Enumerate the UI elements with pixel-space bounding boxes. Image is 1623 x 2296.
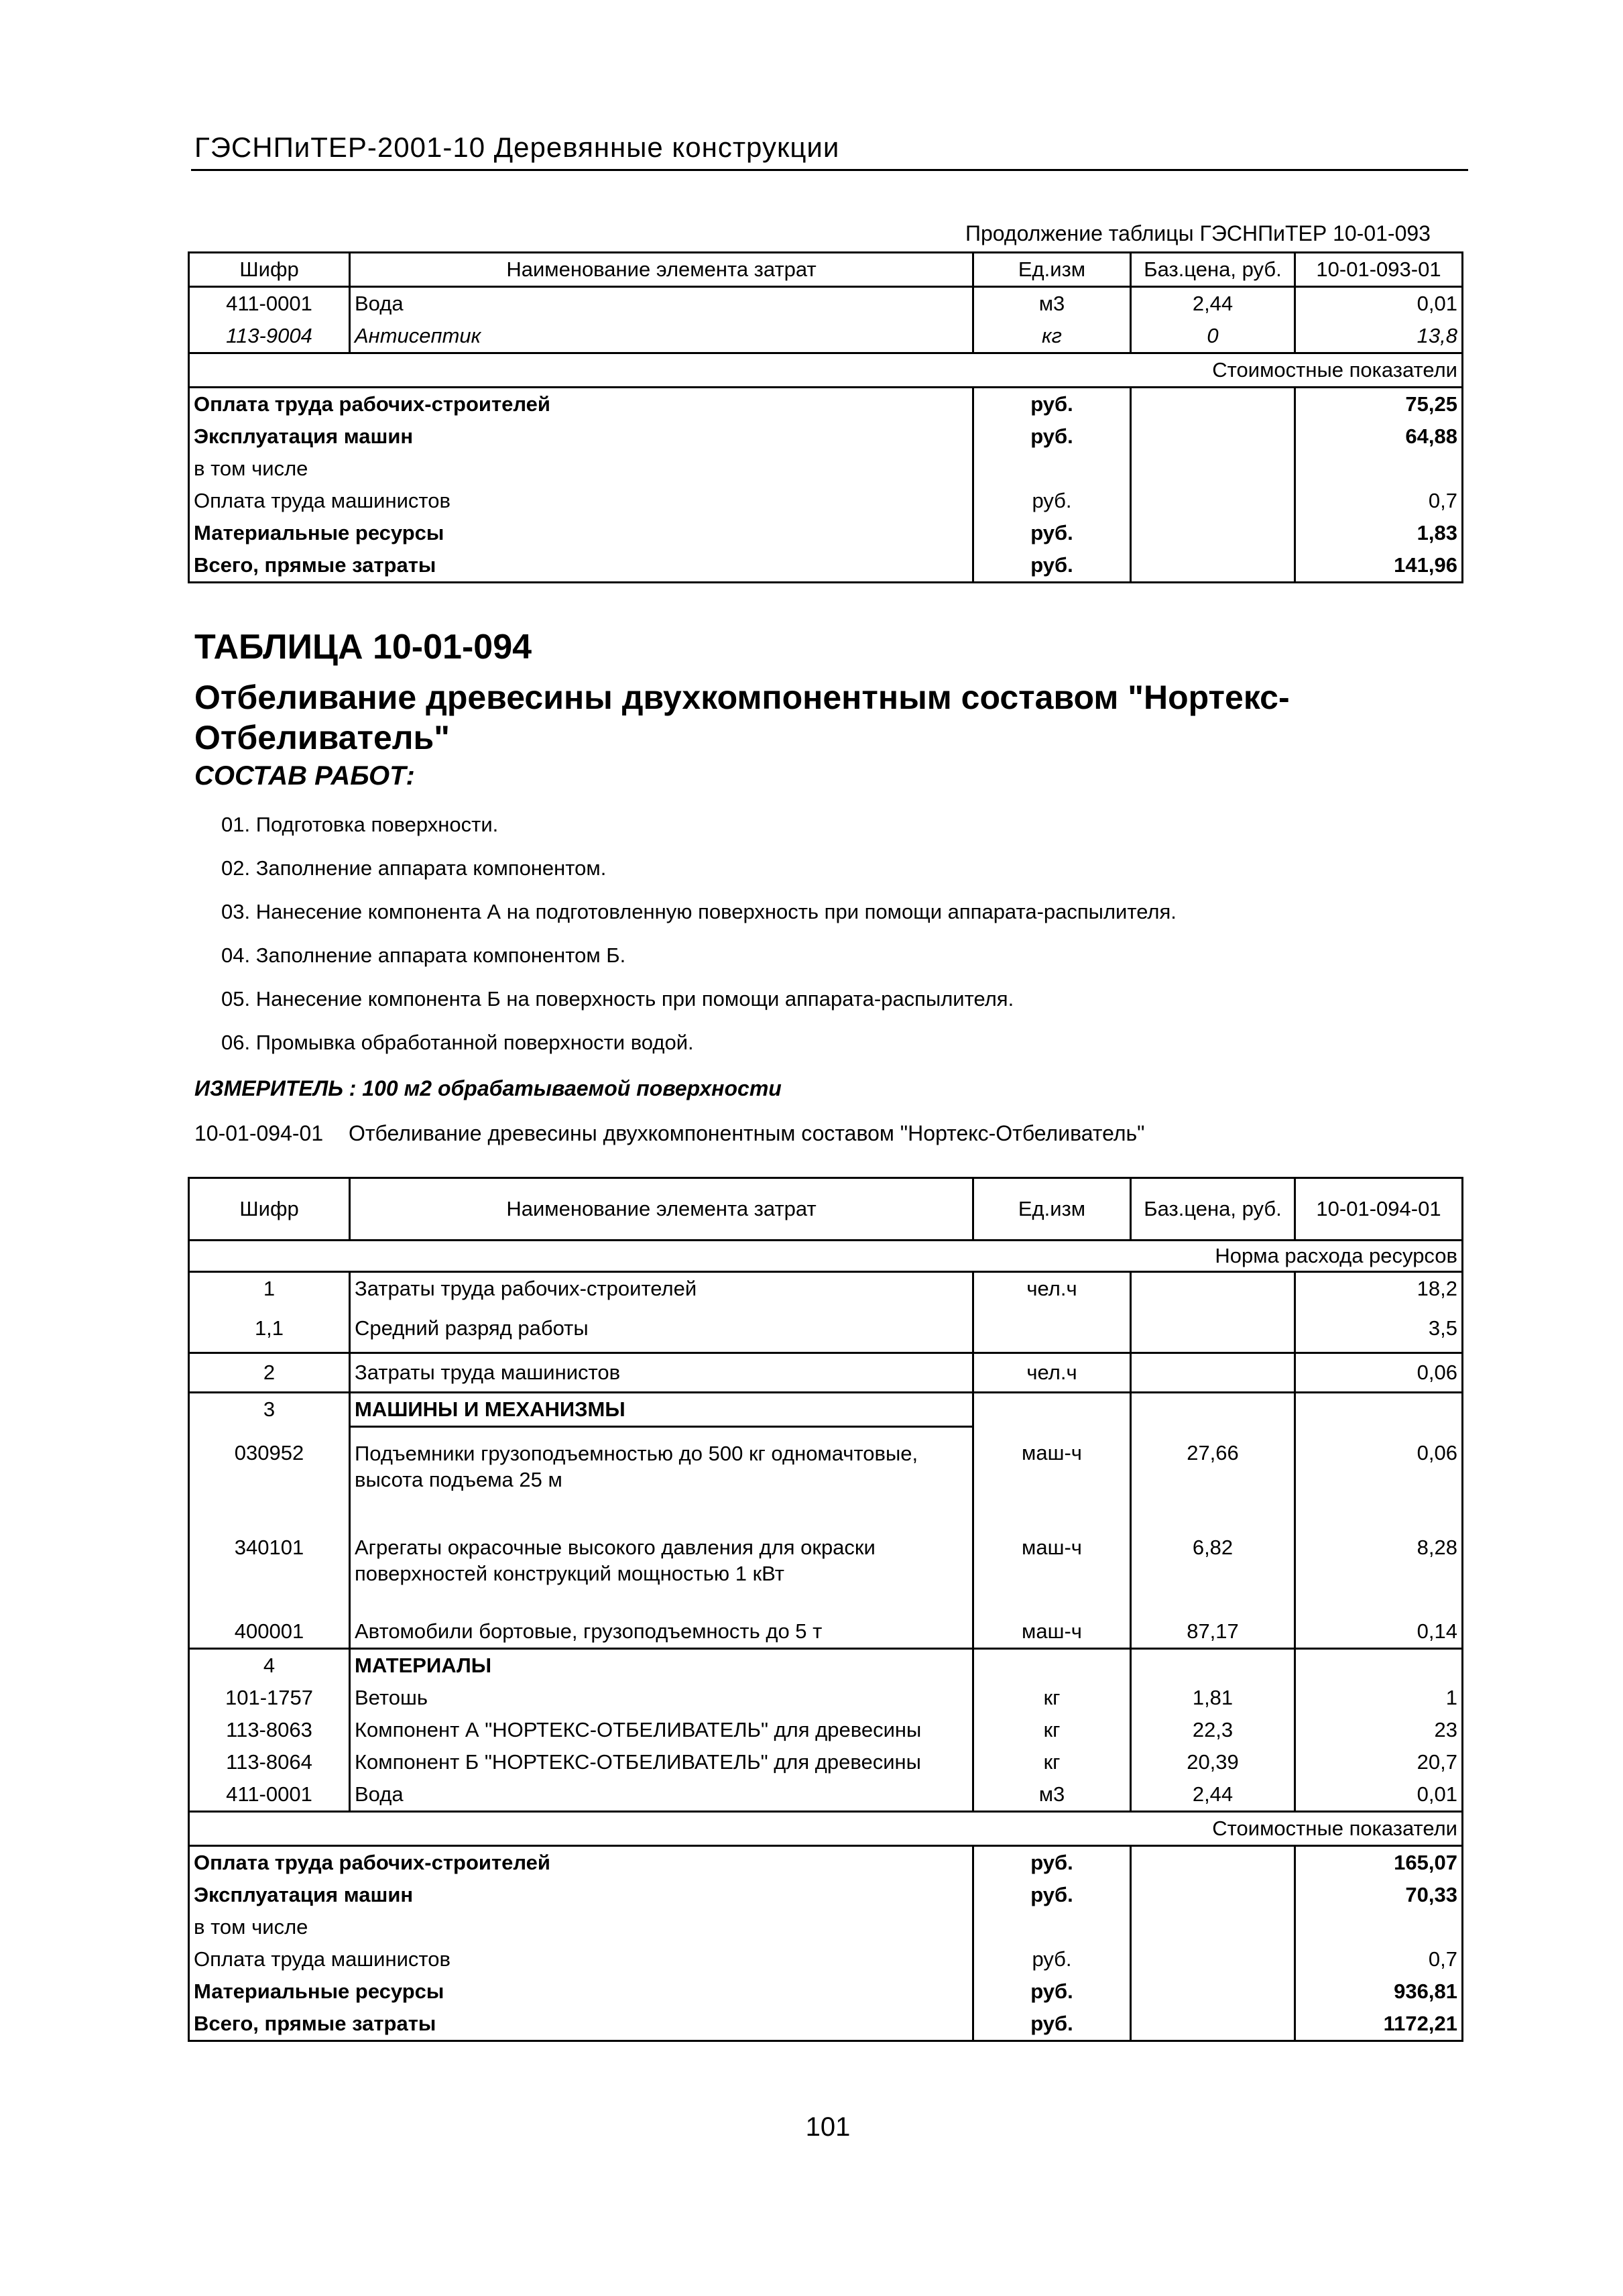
row-price: 2,44	[1131, 1778, 1295, 1812]
row-value: 0,14	[1295, 1615, 1463, 1649]
table-row	[189, 1778, 1463, 1812]
row-code: 4	[189, 1649, 350, 1682]
col-header-name: Наименование элемента затрат	[350, 1178, 973, 1241]
col-header-name: Наименование элемента затрат	[350, 253, 973, 287]
row-price: 6,82	[1131, 1522, 1295, 1615]
row-name: Затраты труда машинистов	[350, 1353, 973, 1393]
row-unit: маш-ч	[973, 1522, 1131, 1615]
table-header-row	[189, 253, 1463, 287]
cost-row	[189, 517, 1463, 549]
row-price: 1,81	[1131, 1682, 1295, 1714]
cost-label: Оплата труда рабочих-строителей	[189, 388, 973, 421]
cost-label: Всего, прямые затраты	[189, 2008, 973, 2041]
section-row	[189, 1812, 1463, 1846]
cost-unit: руб.	[973, 549, 1131, 583]
col-header-norm: 10-01-093-01	[1295, 253, 1463, 287]
table-title: ТАБЛИЦА 10-01-094	[194, 628, 532, 667]
table-row	[189, 1682, 1463, 1714]
work-step: 01. Подготовка поверхности.	[221, 813, 499, 836]
row-code: 113-9004	[189, 320, 350, 353]
meter-label: ИЗМЕРИТЕЛЬ : 100 м2 обрабатываемой поверхности	[194, 1076, 782, 1100]
cost-label: Эксплуатация машин	[189, 1879, 973, 1911]
cost-value: 141,96	[1295, 549, 1463, 583]
cost-label: Оплата труда машинистов	[189, 1943, 973, 1975]
row-value: 0,01	[1295, 287, 1463, 321]
cost-value: 0,7	[1295, 485, 1463, 517]
col-header-price: Баз.цена, руб.	[1131, 253, 1295, 287]
col-header-price: Баз.цена, руб.	[1131, 1178, 1295, 1241]
table-subtitle: Отбеливание древесины двухкомпонентным составом "Нортекс-Отбеливатель"	[194, 679, 1290, 756]
cost-row	[189, 1879, 1463, 1911]
table-row	[189, 1305, 1463, 1353]
row-name: Автомобили бортовые, грузоподъемность до 5 т	[350, 1615, 973, 1649]
row-code: 1,1	[189, 1305, 350, 1353]
section-row	[189, 1241, 1463, 1272]
col-header-unit: Ед.изм	[973, 253, 1131, 287]
cost-row	[189, 420, 1463, 453]
table-row	[189, 1353, 1463, 1393]
row-value: 23	[1295, 1714, 1463, 1746]
cost-label: Материальные ресурсы	[189, 1975, 973, 2008]
row-value: 3,5	[1295, 1305, 1463, 1353]
cost-row	[189, 485, 1463, 517]
row-unit: маш-ч	[973, 1427, 1131, 1522]
row-value: 13,8	[1295, 320, 1463, 353]
cost-label: в том числе	[189, 453, 973, 485]
cost-indicators-label: Стоимостные показатели	[189, 1812, 1463, 1846]
cost-label: в том числе	[189, 1911, 973, 1943]
cost-value: 64,88	[1295, 420, 1463, 453]
cost-unit: руб.	[973, 485, 1131, 517]
row-value: 1	[1295, 1682, 1463, 1714]
row-unit: м3	[973, 1778, 1131, 1812]
row-name: Компонент Б "НОРТЕКС-ОТБЕЛИВАТЕЛЬ" для древесины	[350, 1746, 973, 1778]
row-code: 101-1757	[189, 1682, 350, 1714]
row-unit: кг	[973, 1746, 1131, 1778]
cost-unit: руб.	[973, 1975, 1131, 2008]
position-title: Отбеливание древесины двухкомпонентным составом "Нортекс-Отбеливатель"	[349, 1121, 1145, 1145]
group-row	[189, 1393, 1463, 1427]
col-header-unit: Ед.изм	[973, 1178, 1131, 1241]
row-unit: кг	[973, 320, 1131, 353]
row-price: 0	[1131, 320, 1295, 353]
cost-row	[189, 549, 1463, 583]
cost-value: 936,81	[1295, 1975, 1463, 2008]
col-header-norm: 10-01-094-01	[1295, 1178, 1463, 1241]
cost-row	[189, 1911, 1463, 1943]
row-price: 87,17	[1131, 1615, 1295, 1649]
row-code: 340101	[189, 1522, 350, 1615]
cost-value: 165,07	[1295, 1846, 1463, 1880]
table-row	[189, 1714, 1463, 1746]
cost-unit: руб.	[973, 2008, 1131, 2041]
table-row	[189, 1746, 1463, 1778]
row-price: 20,39	[1131, 1746, 1295, 1778]
cost-unit: руб.	[973, 388, 1131, 421]
col-header-code: Шифр	[189, 1178, 350, 1241]
row-value: 18,2	[1295, 1272, 1463, 1306]
cost-value	[1295, 1911, 1463, 1943]
row-value: 0,06	[1295, 1353, 1463, 1393]
table-row	[189, 320, 1463, 353]
cost-row	[189, 1975, 1463, 2008]
cost-unit: руб.	[973, 420, 1131, 453]
cost-row	[189, 1943, 1463, 1975]
cost-unit: руб.	[973, 1943, 1131, 1975]
col-header-code: Шифр	[189, 253, 350, 287]
row-code: 3	[189, 1393, 350, 1427]
row-name: Затраты труда рабочих-строителей	[350, 1272, 973, 1306]
row-code: 113-8063	[189, 1714, 350, 1746]
cost-value: 70,33	[1295, 1879, 1463, 1911]
cost-label: Всего, прямые затраты	[189, 549, 973, 583]
work-step: 06. Промывка обработанной поверхности водой.	[221, 1031, 694, 1054]
row-unit: маш-ч	[973, 1615, 1131, 1649]
table-row	[189, 1427, 1463, 1522]
row-unit: чел.ч	[973, 1272, 1131, 1306]
table-continuation-label: Продолжение таблицы ГЭСНПиТЕР 10-01-093	[965, 221, 1431, 245]
cost-row	[189, 2008, 1463, 2041]
work-step: 04. Заполнение аппарата компонентом Б.	[221, 943, 626, 967]
row-name: МАШИНЫ И МЕХАНИЗМЫ	[350, 1393, 973, 1427]
row-code: 411-0001	[189, 1778, 350, 1812]
norm-header: Норма расхода ресурсов	[189, 1241, 1463, 1272]
row-unit: м3	[973, 287, 1131, 321]
cost-row	[189, 388, 1463, 421]
cost-unit	[973, 453, 1131, 485]
cost-value: 75,25	[1295, 388, 1463, 421]
row-unit: кг	[973, 1714, 1131, 1746]
cost-row	[189, 1846, 1463, 1880]
header-rule	[191, 169, 1468, 171]
work-step: 02. Заполнение аппарата компонентом.	[221, 856, 607, 880]
table-row	[189, 1615, 1463, 1649]
row-unit: кг	[973, 1682, 1131, 1714]
row-code: 030952	[189, 1427, 350, 1522]
row-code: 113-8064	[189, 1746, 350, 1778]
cost-row	[189, 453, 1463, 485]
table-10-01-094	[188, 1177, 1463, 2042]
row-price: 2,44	[1131, 287, 1295, 321]
row-name: Вода	[350, 1778, 973, 1812]
cost-label: Материальные ресурсы	[189, 517, 973, 549]
row-name: Антисептик	[350, 320, 973, 353]
row-value: 0,06	[1295, 1427, 1463, 1522]
cost-unit: руб.	[973, 1879, 1131, 1911]
group-row	[189, 1649, 1463, 1682]
page-number: 101	[805, 2112, 851, 2142]
table-header-row	[189, 1178, 1463, 1241]
row-code: 2	[189, 1353, 350, 1393]
cost-label: Эксплуатация машин	[189, 420, 973, 453]
row-code: 411-0001	[189, 287, 350, 321]
works-heading: СОСТАВ РАБОТ:	[194, 761, 415, 791]
cost-unit	[973, 1911, 1131, 1943]
section-row	[189, 353, 1463, 388]
row-value: 0,01	[1295, 1778, 1463, 1812]
cost-label: Оплата труда рабочих-строителей	[189, 1846, 973, 1880]
row-name: Агрегаты окрасочные высокого давления для окраски поверхностей конструкций мощностью 1 кВт	[350, 1522, 973, 1615]
row-name: МАТЕРИАЛЫ	[350, 1649, 973, 1682]
row-code: 400001	[189, 1615, 350, 1649]
row-unit: чел.ч	[973, 1353, 1131, 1393]
row-name: Компонент А "НОРТЕКС-ОТБЕЛИВАТЕЛЬ" для древесины	[350, 1714, 973, 1746]
work-step: 05. Нанесение компонента Б на поверхность при помощи аппарата-распылителя.	[221, 987, 1014, 1011]
row-name: Подъемники грузоподъемностью до 500 кг одномачтовые, высота подъема 25 м	[350, 1427, 973, 1522]
table-row	[189, 1272, 1463, 1306]
row-name: Средний разряд работы	[350, 1305, 973, 1353]
row-code: 1	[189, 1272, 350, 1306]
row-name: Ветошь	[350, 1682, 973, 1714]
cost-value: 1172,21	[1295, 2008, 1463, 2041]
row-value: 20,7	[1295, 1746, 1463, 1778]
work-step: 03. Нанесение компонента А на подготовленную поверхность при помощи аппарата-распылителя.	[221, 900, 1177, 923]
cost-value: 1,83	[1295, 517, 1463, 549]
position-code: 10-01-094-01	[194, 1121, 324, 1145]
row-name: Вода	[350, 287, 973, 321]
cost-unit: руб.	[973, 1846, 1131, 1880]
row-price: 22,3	[1131, 1714, 1295, 1746]
table-10-01-093	[188, 251, 1463, 583]
document-header: ГЭСНПиТЕР-2001-10 Деревянные конструкции	[194, 131, 840, 163]
cost-label: Оплата труда машинистов	[189, 485, 973, 517]
table-row	[189, 287, 1463, 321]
table-row	[189, 1522, 1463, 1615]
row-price: 27,66	[1131, 1427, 1295, 1522]
cost-unit: руб.	[973, 517, 1131, 549]
cost-value: 0,7	[1295, 1943, 1463, 1975]
cost-value	[1295, 453, 1463, 485]
row-value: 8,28	[1295, 1522, 1463, 1615]
cost-indicators-label: Стоимостные показатели	[189, 353, 1463, 388]
